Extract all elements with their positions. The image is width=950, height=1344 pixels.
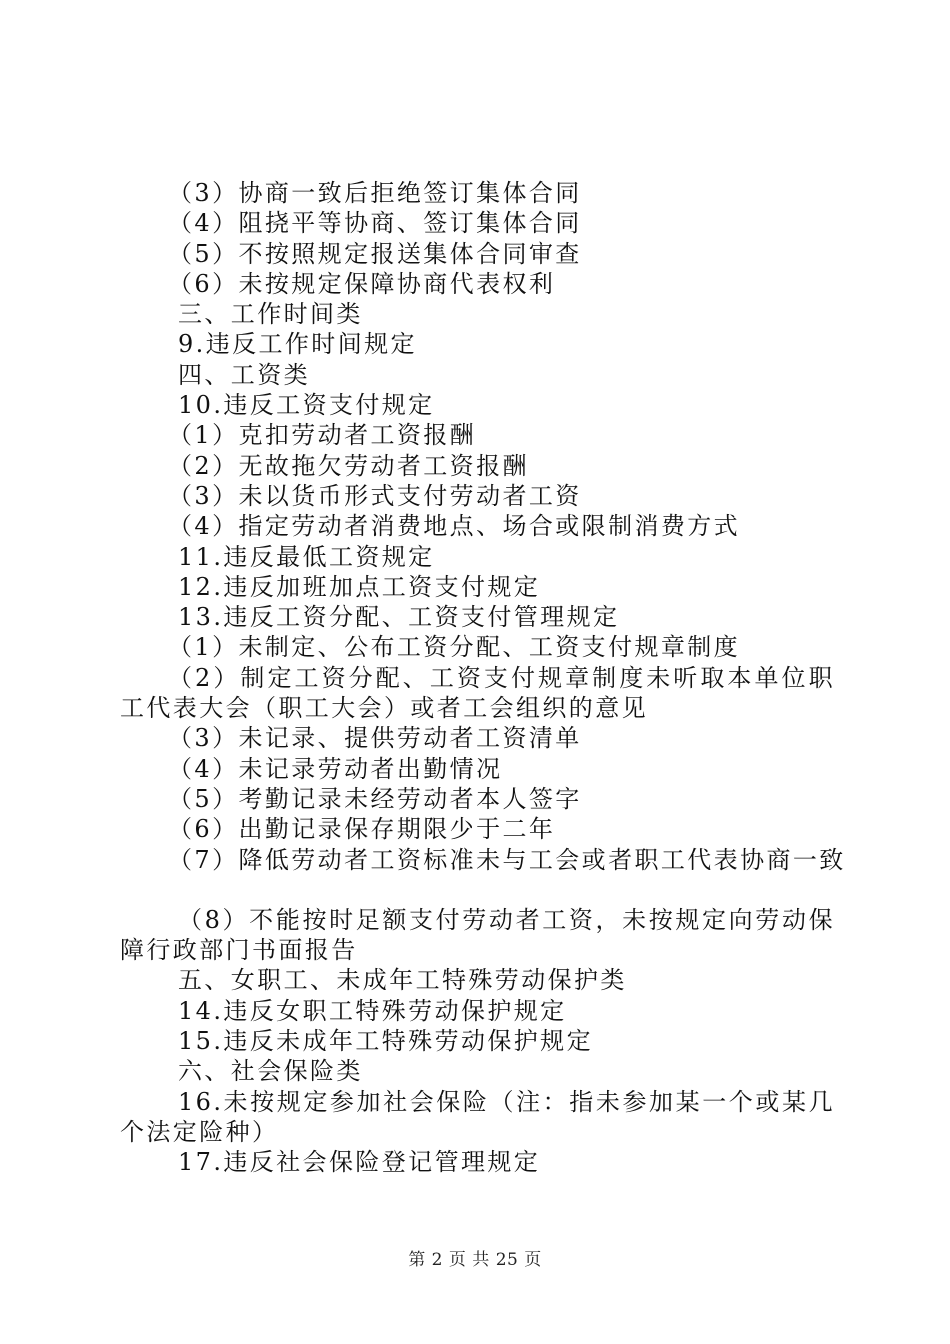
- list-item: （4）未记录劳动者出勤情况: [168, 754, 503, 783]
- list-item: （1）克扣劳动者工资报酬: [168, 421, 477, 450]
- list-item: 12.违反加班加点工资支付规定: [178, 572, 541, 601]
- list-item: （6）出勤记录保存期限少于二年: [168, 815, 556, 844]
- list-item: （3）未记录、提供劳动者工资清单: [168, 724, 582, 753]
- section-heading: 四、工资类: [178, 360, 310, 389]
- list-item: 9.违反工作时间规定: [178, 330, 417, 359]
- list-item: （2）无故拖欠劳动者工资报酬: [168, 451, 529, 480]
- section-heading: 五、女职工、未成年工特殊劳动保护类: [178, 966, 627, 995]
- blank-line: [120, 875, 835, 905]
- list-item: 17.违反社会保险登记管理规定: [178, 1148, 541, 1177]
- list-item: （4）指定劳动者消费地点、场合或限制消费方式: [168, 512, 741, 541]
- document-body: [120, 178, 846, 1178]
- list-item: 10.违反工资支付规定: [178, 391, 435, 420]
- list-item: （3）协商一致后拒绝签订集体合同: [168, 179, 582, 207]
- list-item: （8）不能按时足额支付劳动者工资，未按规定向劳动保障行政部门书面报告: [120, 905, 835, 965]
- list-item: （6）未按规定保障协商代表权利: [168, 269, 556, 298]
- list-item: （5）不按照规定报送集体合同审查: [168, 239, 582, 268]
- list-item: （5）考勤记录未经劳动者本人签字: [168, 784, 582, 813]
- list-item: （2）制定工资分配、工资支付规章制度未听取本单位职工代表大会（职工大会）或者工会组织的意见: [120, 663, 835, 723]
- page-number-footer: 第 2 页 共 25 页: [408, 1250, 542, 1270]
- list-item: 16.未按规定参加社会保险（注：指未参加某一个或某几个法定险种）: [120, 1087, 835, 1146]
- section-heading: 六、社会保险类: [178, 1057, 363, 1086]
- list-item: 11.违反最低工资规定: [178, 542, 435, 571]
- list-item: （7）降低劳动者工资标准未与工会或者职工代表协商一致: [168, 845, 846, 874]
- list-item: 13.违反工资分配、工资支付管理规定: [178, 603, 620, 632]
- list-item: 15.违反未成年工特殊劳动保护规定: [178, 1027, 593, 1056]
- section-heading: 三、工作时间类: [178, 300, 363, 329]
- list-item: （1）未制定、公布工资分配、工资支付规章制度: [168, 633, 741, 662]
- list-item: （3）未以货币形式支付劳动者工资: [168, 481, 582, 510]
- list-item: 14.违反女职工特殊劳动保护规定: [178, 996, 567, 1025]
- list-item: （4）阻挠平等协商、签订集体合同: [168, 209, 582, 238]
